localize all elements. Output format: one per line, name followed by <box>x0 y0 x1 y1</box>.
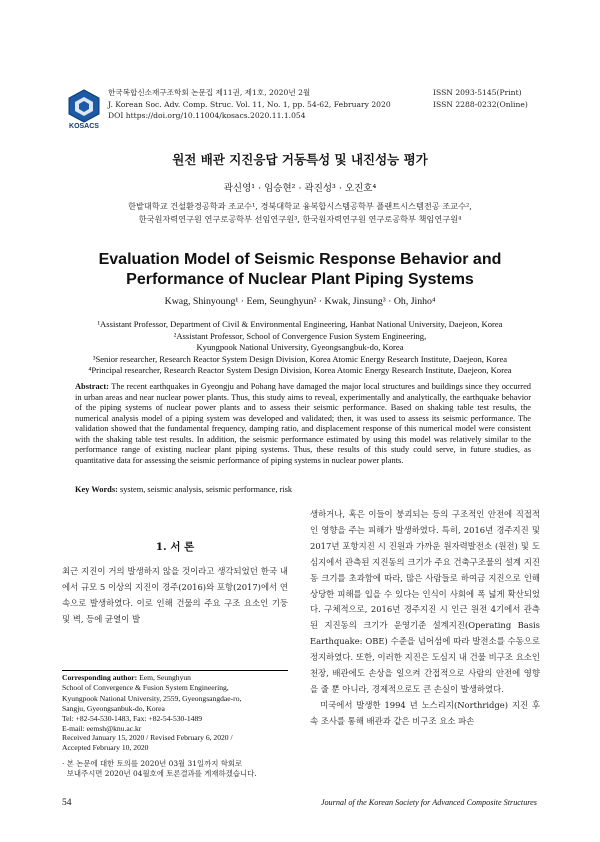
discussion-note <box>62 759 288 780</box>
journal-logo <box>64 87 104 133</box>
intro-paragraph-continued: 생하거나, 혹은 이들이 붕괴되는 등의 구조적인 안전에 직접적인 영향을 주는 피해가 발생하였다. 특히, 2016년 경주지진 및 2017년 포항지진 시 진원과 가까운 원자력발전소 (원전) 및 도심지에서 관측된 지진동의 크기가 주요 건축구조물의 설계 지진동 크기를 초과함에 따라, 많은 사람들로 하여금 지진으로 인해 상당한 피해를 입을 수 있다는 인식이 사회에 폭 넓게 확산되었다. 구체적으로, 2016년 경주지진 시 인근 원전 4기에서 관측된 지진동의 크기가 운영기준 설계지진(Operating Basis Earthquake: OBE) 수준을 넘어섬에 따라 발전소를 수동으로 정지하였다. 또한, 이러한 지진은 도심지 내 건물 비구조 요소인 천장, 배관에도 손상을 일으켜 간접적으로 사람의 안전에 영향을 줄 뿐 아니라, 경제적으로도 큰 손실이 발생하였다. <box>310 509 540 694</box>
intro-paragraph-next: 미국에서 발생한 1994 년 노스리지(Northridge) 지진 후속 조사를 통해 배관과 같은 비구조 요소 파손 <box>310 699 540 726</box>
english-affiliation-line: ⁴Principal researcher, Research Reactor System Design Division, Korea Atomic Energy Research Institute, Daejeon, Korea <box>88 365 512 375</box>
english-affiliation-line: ¹Assistant Professor, Department of Civil & Environmental Engineering, Hanbat National University, Daejeon, Korea <box>97 319 503 329</box>
intro-paragraph-col1: 최근 지진이 거의 발생하지 않을 것이라고 생각되었던 한국 내에서 규모 5 이상의 지진이 경주(2016)와 포항(2017)에서 연속으로 발생하였다. 이로 인해 건물의 주요 구조 요소인 기둥 및 벽, 등에 균열이 발 <box>62 566 288 624</box>
received-dates <box>62 733 288 754</box>
abstract <box>75 382 531 466</box>
korean-title: 원전 배관 지진응답 거동특성 및 내진성능 평가 <box>172 152 428 167</box>
corresponding-line: Sangju, Gyeongsanbuk-do, Korea <box>62 703 165 713</box>
section-title-introduction: 1. 서 론 <box>155 541 195 553</box>
korean-affiliation-line: 한밭대학교 건설환경공학과 조교수¹, 경북대학교 융복합시스템공학부 플랜트시스템전공 조교수², <box>128 201 472 211</box>
header-line-korean: 한국복합신소재구조학회 논문집 제11권, 제1호, 2020년 2월 <box>108 88 311 97</box>
note-line: · 본 논문에 대한 토의를 2020년 03월 31일까지 학회로 <box>62 759 243 768</box>
keywords-text: system, seismic analysis, seismic performance, risk <box>119 485 293 494</box>
journal-name-footer: Journal of the Korean Society for Advanced Composite Structures <box>320 798 537 807</box>
corresponding-label: Corresponding author: <box>62 673 138 682</box>
issn-online: ISSN 2288-0232(Online) <box>433 99 528 109</box>
page-number: 54 <box>62 798 72 808</box>
abstract-text: The recent earthquakes in Gyeongju and Pohang have damaged the major local structures and buildings since they occurred in urban areas and near nuclear power plants. Thus, this study aims to reveal, experimentally and analytically, the earthquake behavior of the piping systems of nuclear power plants and to assess their seismic performance. Based on shaking table test results, the numerical analysis model of a piping system was developed and validated; then, it was used to assess its seismic performance. The validation showed that the fundamental frequency, damping ratio, and displacement response of this numerical model were consistent with the shaking table test results. In addition, the seismic performance estimated by using this model was relatively similar to the performance range of existing nuclear plant piping systems. Thus, these results of this study could serve, in future studies, as quantitative data for assessing the seismic performance of piping systems in nuclear power plants. <box>75 382 531 465</box>
keywords <box>75 485 531 494</box>
english-affiliation-line: ²Assistant Professor, School of Convergence Fusion System Engineering, <box>173 330 427 341</box>
corresponding-name: Eem, Seunghyun <box>139 673 191 682</box>
issn-block <box>433 87 528 110</box>
keywords-label: Key Words: <box>75 485 118 494</box>
corresponding-author <box>62 670 288 735</box>
abstract-label: Abstract: <box>75 382 109 391</box>
corresponding-line: School of Convergence & Fusion System Engineering, <box>62 683 229 693</box>
english-affiliations <box>40 319 560 377</box>
korean-affiliations <box>0 200 600 226</box>
received-line: Accepted February 10, 2020 <box>62 743 149 753</box>
journal-header <box>108 87 391 122</box>
english-authors: Kwag, Shinyoung¹ · Eem, Seunghyun² · Kwak, Jinsung³ · Oh, Jinho⁴ <box>164 296 436 307</box>
corresponding-email: E-mail: eemsh@knu.ac.kr <box>62 724 142 734</box>
intro-paragraph-col2 <box>310 507 540 730</box>
corresponding-line: Tel: +82-54-530-1483, Fax: +82-54-530-1489 <box>62 714 203 724</box>
issn-print: ISSN 2093-5145(Print) <box>433 88 522 97</box>
logo-text: KOSACS <box>69 123 99 130</box>
korean-authors: 곽신영¹ · 임승현² · 곽진성³ · 오진호⁴ <box>223 183 377 194</box>
header-line-doi: DOI https://doi.org/10.11004/kosacs.2020.11.1.054 <box>108 111 306 120</box>
received-line: Received January 15, 2020 / Revised February 6, 2020 / <box>62 733 233 742</box>
english-affiliation-line: ³Senior researcher, Research Reactor System Design Division, Korea Atomic Energy Research Institute, Daejeon, Korea <box>92 353 508 364</box>
note-line: 보내주시면 2020년 04월호에 토론결과를 게재하겠습니다. <box>62 769 257 779</box>
korean-affiliation-line: 한국원자력연구원 연구로공학부 선임연구원³, 한국원자력연구원 연구로공학부 책임연구원⁴ <box>138 214 462 224</box>
corresponding-line: Kyungpook National University, 2559, Gyeongsangdae-ro, <box>62 693 242 703</box>
english-affiliation-line: Kyungpook National University, Gyeongsangbuk-do, Korea <box>196 342 404 352</box>
header-line-english: J. Korean Soc. Adv. Comp. Struc. Vol. 11, No. 1, pp. 54-62, February 2020 <box>108 99 391 109</box>
english-title: Evaluation Model of Seismic Response Behavior and Performance of Nuclear Plant Piping Systems <box>98 251 502 288</box>
